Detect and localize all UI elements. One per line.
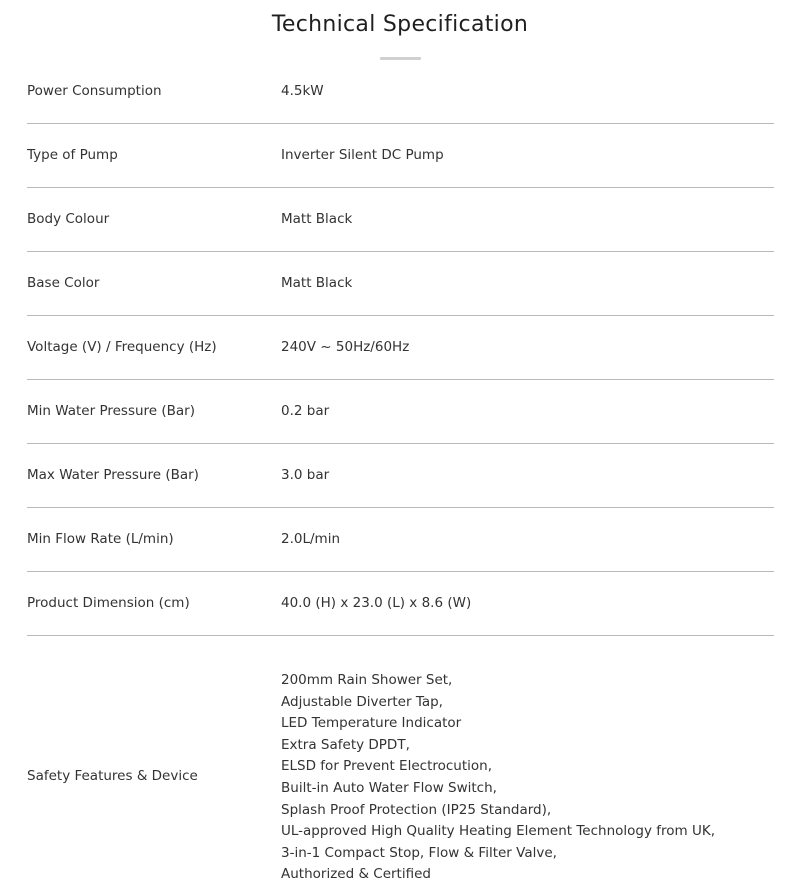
list-item: Splash Proof Protection (IP25 Standard), <box>281 801 552 818</box>
spec-table <box>27 60 774 895</box>
spec-value: Inverter Silent DC Pump <box>281 147 444 163</box>
spec-label: Safety Features & Device <box>27 768 198 784</box>
spec-label: Voltage (V) / Frequency (Hz) <box>27 339 217 355</box>
list-item: 3-in-1 Compact Stop, Flow & Filter Valve, <box>281 844 557 861</box>
spec-value: Matt Black <box>281 211 353 227</box>
spec-row-max-water-pressure <box>27 444 774 508</box>
spec-row-min-flow-rate <box>27 508 774 572</box>
spec-row-min-water-pressure <box>27 380 774 444</box>
spec-row-voltage-frequency <box>27 316 774 380</box>
list-item: Built-in Auto Water Flow Switch, <box>281 779 497 796</box>
spec-value: 0.2 bar <box>281 403 330 419</box>
list-item: 200mm Rain Shower Set, <box>281 672 453 688</box>
spec-value: 2.0L/min <box>281 531 340 547</box>
page-title: Technical Specification <box>271 12 529 37</box>
list-item: Authorized & Certified <box>281 866 431 883</box>
safety-feature-list <box>281 670 715 886</box>
list-item: ELSD for Prevent Electrocution, <box>281 758 493 775</box>
spec-row-type-of-pump <box>27 124 774 188</box>
spec-label: Max Water Pressure (Bar) <box>27 467 199 483</box>
spec-row-product-dimension <box>27 572 774 636</box>
list-item: Adjustable Diverter Tap, <box>281 693 443 710</box>
spec-value: 40.0 (H) x 23.0 (L) x 8.6 (W) <box>281 595 472 611</box>
list-item: UL-approved High Quality Heating Element Technology from UK, <box>281 823 715 840</box>
spec-row-base-color <box>27 252 774 316</box>
list-item: LED Temperature Indicator <box>281 715 462 732</box>
spec-label: Type of Pump <box>27 147 118 163</box>
spec-label: Power Consumption <box>27 83 162 99</box>
spec-value: Matt Black <box>281 275 353 291</box>
spec-label: Body Colour <box>27 211 110 227</box>
spec-value: 4.5kW <box>281 83 324 99</box>
spec-row-body-colour <box>27 188 774 252</box>
spec-row-power-consumption <box>27 60 774 124</box>
spec-label: Product Dimension (cm) <box>27 595 190 611</box>
spec-label: Min Flow Rate (L/min) <box>27 531 174 547</box>
spec-label: Base Color <box>27 275 100 291</box>
spec-row-safety-features <box>27 636 774 895</box>
spec-value: 3.0 bar <box>281 467 330 483</box>
spec-label: Min Water Pressure (Bar) <box>27 403 195 419</box>
spec-value: 240V ~ 50Hz/60Hz <box>281 339 410 355</box>
list-item: Extra Safety DPDT, <box>281 736 410 753</box>
